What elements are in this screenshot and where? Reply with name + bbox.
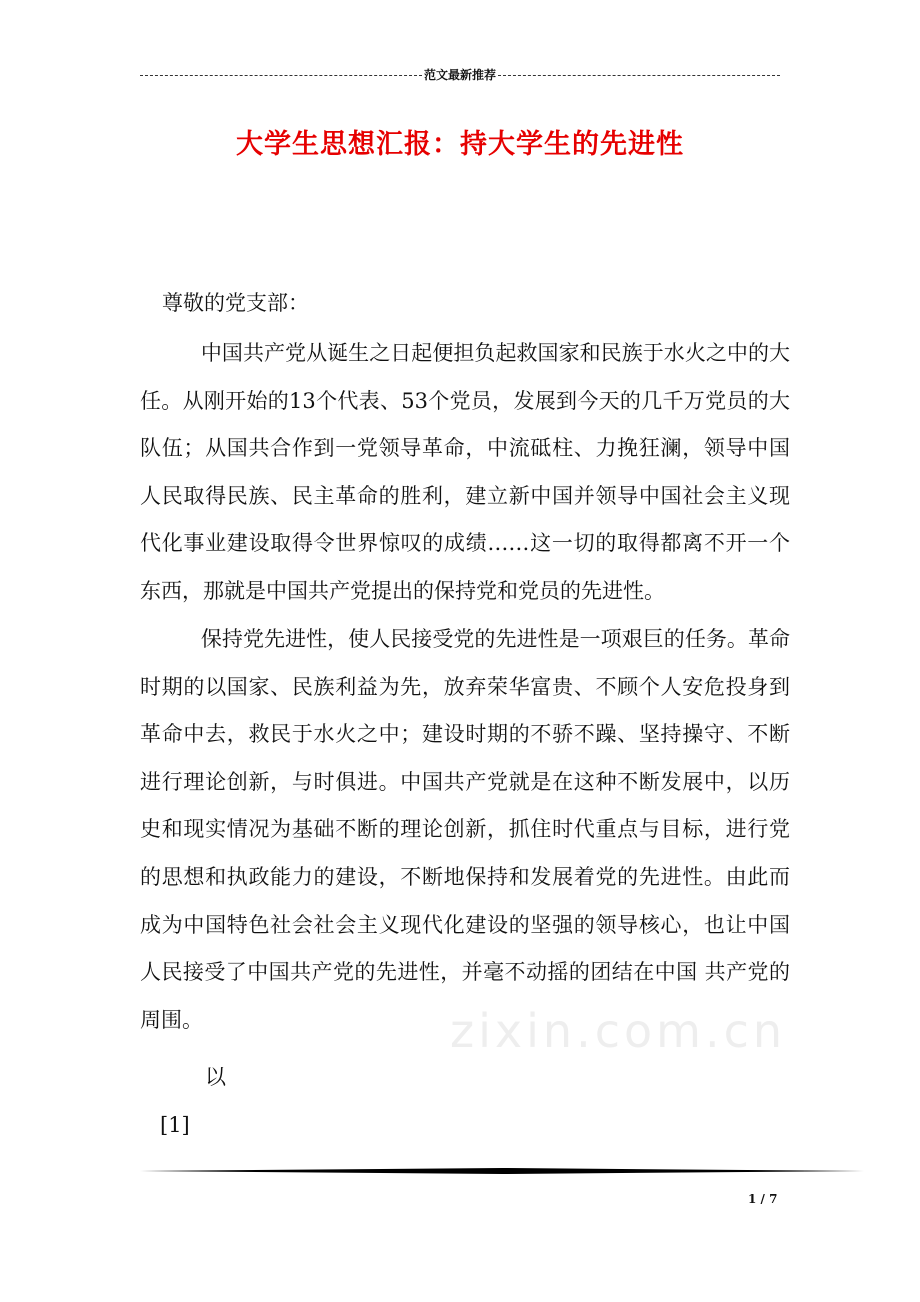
salutation: 尊敬的党支部： — [162, 291, 309, 315]
paragraph-2-text: 保持党先进性，使人民接受党的先进性是一项艰巨的任务。革命时期的以国家、民族利益为先，放弃荣华富贵、不顾个人安危投身到革命中去，救民于水火之中；建设时期的不骄不躁、坚持操守、不断进行理论创新，与时俱进。中国共产党就是在这种不断发展中，以历史和现实情况为基础不断的理论创新，抓住时代重点与目标，进行党的思想和执政能力的建设，不断地保持和发展着党的先进性。由此而成为中国特色社会社会主义现代化建设的坚强的领导核心，也让中国人民接受了中国共产党的先进性，并毫不动摇的团结在中国 共产党的周围。 — [140, 627, 790, 1032]
paragraph-2 — [140, 616, 790, 1044]
paragraph-4: [1] — [160, 1113, 190, 1137]
header-label: 范文最新推荐 — [424, 68, 497, 82]
footer-rule — [140, 1168, 864, 1174]
header-dashes-left — [140, 75, 422, 76]
paragraph-1-text: 中国共产党从诞生之日起便担负起救国家和民族于水火之中的大任。从刚开始的13个代表、53个党员，发展到今天的几千万党员的大队伍；从国共合作到一党领导革命，中流砥柱、力挽狂澜，领导中国人民取得民族、民主革命的胜利，建立新中国并领导中国社会主义现代化事业建设取得令世界惊叹的成绩……这一切的取得都离不开一个东西，那就是中国共产党提出的保持党和党员的先进性。 — [140, 341, 790, 603]
paragraph-1 — [140, 330, 790, 616]
document-title: 大学生思想汇报：持大学生的先进性 — [236, 129, 684, 160]
paragraph-3: 以 — [205, 1065, 226, 1089]
page-header — [140, 66, 780, 83]
watermark: zixin.com.cn — [450, 1004, 787, 1058]
page-number: 1 / 7 — [748, 1192, 778, 1206]
header-dashes-right — [498, 75, 780, 76]
